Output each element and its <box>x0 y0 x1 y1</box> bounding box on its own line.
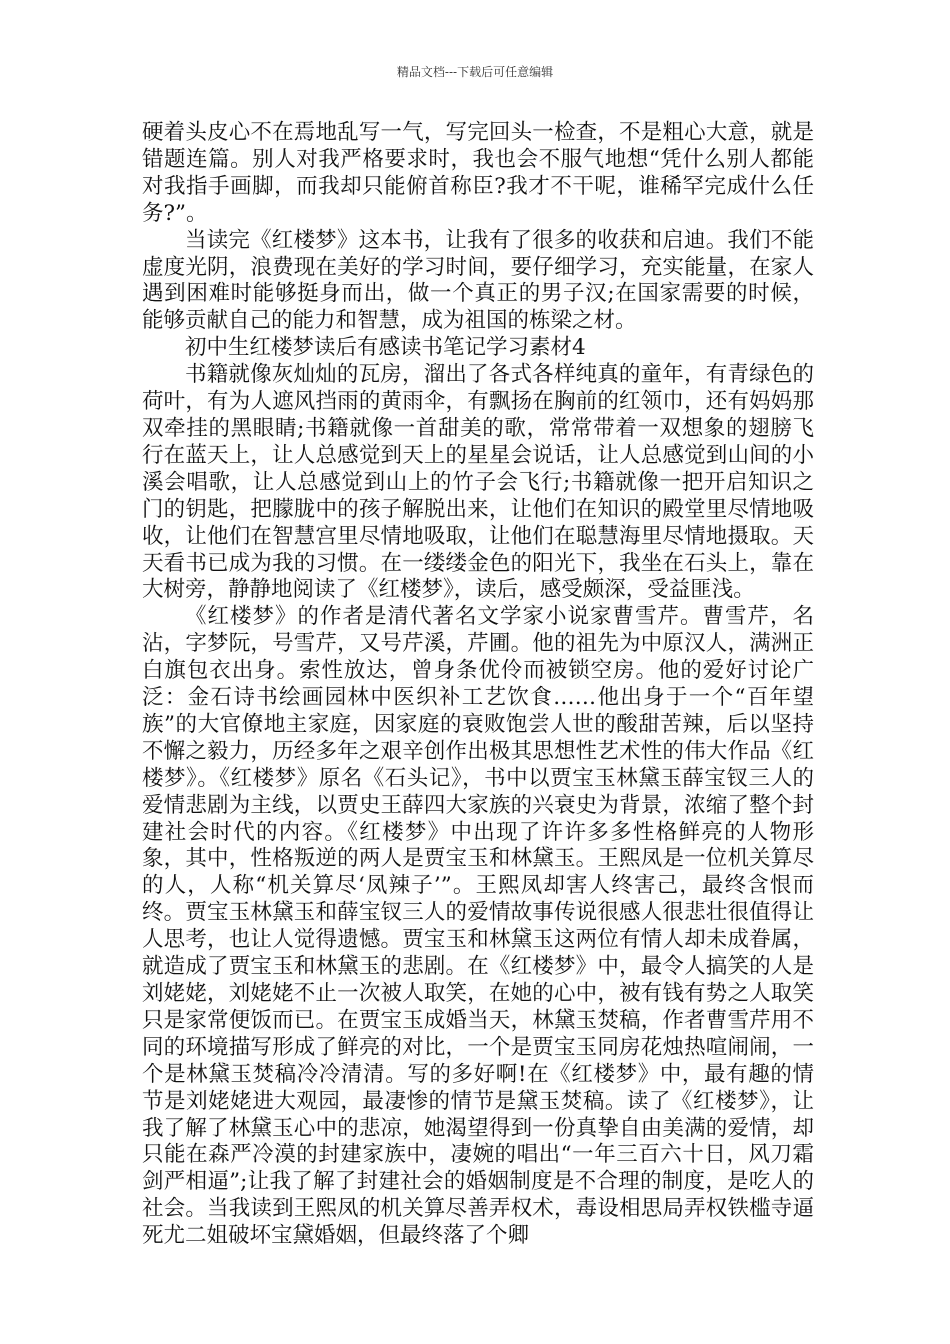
document-body <box>142 120 814 1250</box>
paragraph-author: 《红楼梦》的作者是清代著名文学家小说家曹雪芹。曹雪芹，名沾，字梦阮，号雪芹，又号芹溪，芹圃。他的祖先为中原汉人，满洲正白旗包衣出身。索性放达，曾身条优伶而被锁空房。他的爱好讨论广泛：金石诗书绘画园林中医织补工艺饮食……他出身于一个“百年望族”的大官僚地主家庭，因家庭的衰败饱尝人世的酸甜苦辣，后以坚持不懈之毅力，历经多年之艰辛创作出极其思想性艺术性的伟大作品《红楼梦》。《红楼梦》原名《石头记》，书中以贾宝玉林黛玉薛宝钗三人的爱情悲剧为主线，以贾史王薛四大家族的兴衰史为背景，浓缩了整个封建社会时代的内容。《红楼梦》中出现了许许多多性格鲜亮的人物形象，其中，性格叛逆的两人是贾宝玉和林黛玉。王熙凤是一位机关算尽的人，人称“机关算尽‘凤辣子’”。王熙凤却害人终害己，最终含恨而终。贾宝玉林黛玉和薛宝钗三人的爱情故事传说很感人很悲壮很值得让人思考，也让人觉得遗憾。贾宝玉和林黛玉这两位有情人却未成眷属，就造成了贾宝玉和林黛玉的悲剧。在《红楼梦》中，最令人搞笑的人是刘姥姥，刘姥姥不止一次被人取笑，在她的心中，被有钱有势之人取笑只是家常便饭而已。在贾宝玉成婚当天，林黛玉焚稿，作者曹雪芹用不同的环境描写形成了鲜亮的对比，一个是贾宝玉同房花烛热喧闹闹，一个是林黛玉焚稿冷冷清清。写的多好啊!在《红楼梦》中，最有趣的情节是刘姥姥进大观园，最凄惨的情节是黛玉焚稿。读了《红楼梦》，让我了解了林黛玉心中的悲凉，她渴望得到一份真挚自由美满的爱情，却只能在森严冷漠的封建家族中，凄婉的唱出“一年三百六十日，风刀霜剑严相逼”;让我了解了封建社会的婚姻制度是不合理的制度，是吃人的社会。当我读到王熙凤的机关算尽善弄权术，毒设相思局弄权铁槛寺逼死尤二姐破坏宝黛婚姻，但最终落了个卿 <box>142 604 814 1249</box>
page-header: 精品文档---下载后可任意编辑 <box>396 65 554 79</box>
paragraph-books: 书籍就像灰灿灿的瓦房，溜出了各式各样纯真的童年，有青绿色的荷叶，有为人遮风挡雨的黄雨伞，有飘扬在胸前的红领巾，还有妈妈那双牵挂的黑眼睛;书籍就像一首甜美的歌，常常带着一双想象的翅膀飞行在蓝天上，让人总感觉到天上的星星会说话，让人总感觉到山间的小溪会唱歌，让人总感觉到山上的竹子会飞行;书籍就像一把开启知识之门的钥匙，把朦胧中的孩子解脱出来，让他们在知识的殿堂里尽情地吸收，让他们在智慧宫里尽情地吸取，让他们在聪慧海里尽情地摄取。天天看书已成为我的习惯。在一缕缕金色的阳光下，我坐在石头上，靠在大树旁，静静地阅读了《红楼梦》，读后，感受颇深，受益匪浅。 <box>142 362 814 603</box>
section-heading: 初中生红楼梦读后有感读书笔记学习素材4 <box>185 335 586 361</box>
paragraph-reflection: 当读完《红楼梦》这本书，让我有了很多的收获和启迪。我们不能虚度光阴，浪费现在美好的学习时间，要仔细学习，充实能量，在家人遇到困难时能够挺身而出，做一个真正的男子汉;在国家需要的时候，能够贡献自己的能力和智慧，成为祖国的栋梁之材。 <box>142 227 814 334</box>
paragraph-continuation: 硬着头皮心不在焉地乱写一气，写完回头一检查，不是粗心大意，就是错题连篇。别人对我严格要求时，我也会不服气地想“凭什么别人都能对我指手画脚，而我却只能俯首称臣?我才不干呢，谁稀罕完成什么任务?”。 <box>142 120 814 226</box>
